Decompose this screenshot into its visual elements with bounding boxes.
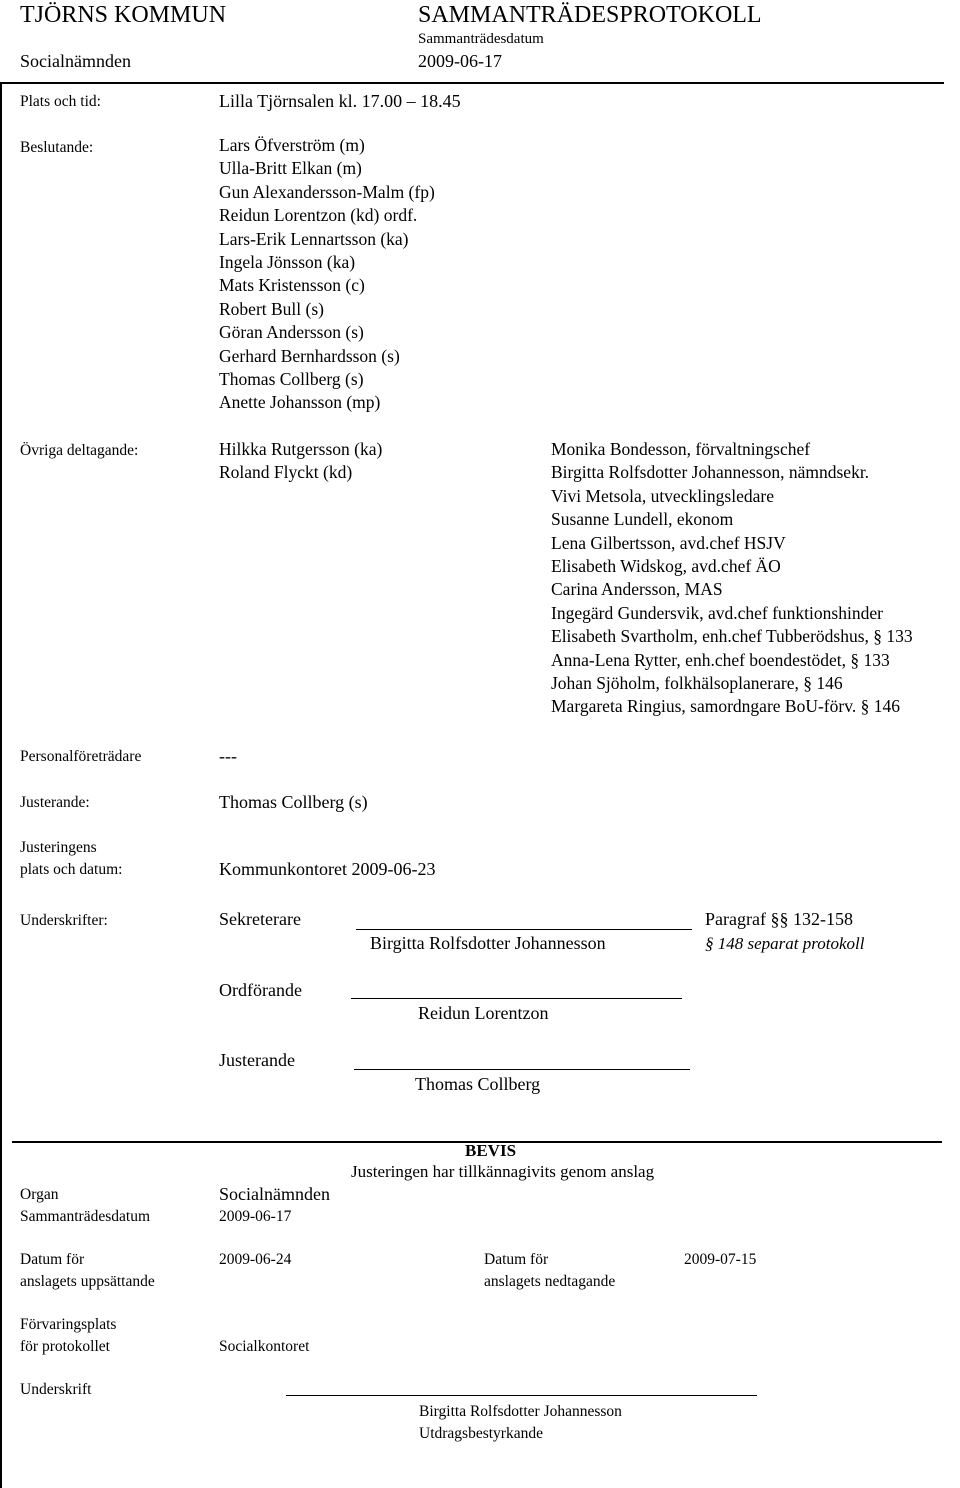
list-item: Monika Bondesson, förvaltningschef (551, 439, 811, 459)
signer-name: Birgitta Rolfsdotter Johannesson (419, 1403, 622, 1420)
list-item: Reidun Lorentzon (kd) ordf. (219, 205, 418, 226)
org-name: TJÖRNS KOMMUN (20, 2, 227, 28)
storage-label-2: för protokollet (20, 1338, 110, 1355)
list-item: Mats Kristensson (c) (219, 275, 365, 296)
organ-label: Organ (20, 1186, 59, 1203)
place-value: Lilla Tjörnsalen kl. 17.00 – 18.45 (219, 91, 461, 111)
secretary-signature-line (356, 929, 692, 930)
committee-name: Socialnämnden (20, 51, 131, 71)
storage-value: Socialkontoret (219, 1338, 310, 1355)
list-item: Carina Andersson, MAS (551, 579, 723, 600)
certificate-subtitle: Justeringen har tillkännagivits genom anslag (351, 1162, 655, 1181)
document-type: SAMMANTRÄDESPROTOKOLL (418, 2, 762, 28)
date-label: Sammanträdesdatum (418, 31, 544, 47)
other-politicians-list (219, 438, 382, 485)
secretary-name: Birgitta Rolfsdotter Johannesson (370, 933, 606, 953)
chair-role: Ordförande (219, 980, 302, 1000)
list-item: Gerhard Bernhardsson (s) (219, 345, 400, 366)
secretary-role: Sekreterare (219, 909, 301, 929)
list-item: Ingela Jönsson (ka) (219, 252, 356, 273)
left-border-upper (0, 84, 2, 1142)
adjust-place-label-2: plats och datum: (20, 861, 123, 878)
posted-value: 2009-06-24 (219, 1251, 292, 1268)
adjuster-role: Justerande (219, 1050, 295, 1070)
chair-name: Reidun Lorentzon (418, 1003, 549, 1023)
signer-role: Utdragsbestyrkande (419, 1425, 543, 1442)
adjust-place-label-1: Justeringens (20, 839, 97, 856)
removed-label-1: Datum för (484, 1251, 549, 1268)
list-item: Margareta Ringius, samordngare BoU-förv. § 146 (551, 696, 900, 717)
adjuster-name: Thomas Collberg (415, 1074, 541, 1094)
list-item: Anette Johansson (mp) (219, 392, 381, 413)
list-item: Thomas Collberg (s) (219, 369, 364, 390)
adjuster-label: Justerande: (20, 794, 90, 811)
staff-rep-value: --- (219, 746, 237, 766)
adjuster-signature-line (354, 1069, 690, 1070)
list-item: Lars-Erik Lennartsson (ka) (219, 228, 409, 249)
organ-value: Socialnämnden (219, 1184, 330, 1204)
certificate-title: BEVIS (465, 1141, 517, 1160)
list-item: Lena Gilbertsson, avd.chef HSJV (551, 532, 786, 553)
list-item: Ulla-Britt Elkan (m) (219, 158, 362, 179)
left-border-lower (0, 1142, 2, 1488)
signatures-label: Underskrifter: (20, 912, 108, 929)
list-item: Vivi Metsola, utvecklingsledare (551, 485, 774, 506)
removed-value: 2009-07-15 (684, 1251, 757, 1268)
list-item: Anna-Lena Rytter, enh.chef boendestödet, § 133 (551, 649, 890, 670)
meeting-date: 2009-06-17 (418, 51, 502, 71)
list-item: Johan Sjöholm, folkhälsoplanerare, § 146 (551, 673, 843, 694)
list-item: Gun Alexandersson-Malm (fp) (219, 181, 435, 202)
other-participants-label: Övriga deltagande: (20, 442, 139, 459)
place-label: Plats och tid: (20, 93, 101, 110)
list-item: Lars Öfverström (m) (219, 135, 365, 155)
list-item: Göran Andersson (s) (219, 322, 364, 343)
list-item: Elisabeth Svartholm, enh.chef Tubberödshus, § 133 (551, 626, 913, 647)
list-item: Birgitta Rolfsdotter Johannesson, nämndsekr. (551, 462, 870, 483)
list-item: Ingegärd Gundersvik, avd.chef funktionshinder (551, 602, 883, 623)
adjuster-value: Thomas Collberg (s) (219, 792, 368, 812)
paragraph-note: § 148 separat protokoll (705, 934, 865, 953)
decision-members-list (219, 134, 435, 415)
chair-signature-line (351, 998, 682, 999)
signature-line (286, 1395, 757, 1396)
cert-meeting-date-label: Sammanträdesdatum (20, 1208, 150, 1225)
storage-label-1: Förvaringsplats (20, 1316, 117, 1333)
decision-label: Beslutande: (20, 139, 94, 156)
list-item: Elisabeth Widskog, avd.chef ÄO (551, 556, 781, 577)
adjust-place-value: Kommunkontoret 2009-06-23 (219, 859, 436, 879)
other-officials-list (551, 438, 913, 719)
list-item: Roland Flyckt (kd) (219, 462, 353, 483)
cert-meeting-date-value: 2009-06-17 (219, 1208, 292, 1225)
posted-label-2: anslagets uppsättande (20, 1273, 155, 1290)
paragraph-label: Paragraf §§ 132-158 (705, 909, 853, 929)
removed-label-2: anslagets nedtagande (484, 1273, 616, 1290)
staff-rep-label: Personalföreträdare (20, 748, 142, 765)
posted-label-1: Datum för (20, 1251, 85, 1268)
signature-label: Underskrift (20, 1381, 92, 1398)
header-rule (0, 82, 944, 84)
list-item: Robert Bull (s) (219, 298, 324, 319)
list-item: Susanne Lundell, ekonom (551, 509, 734, 530)
list-item: Hilkka Rutgersson (ka) (219, 439, 383, 459)
